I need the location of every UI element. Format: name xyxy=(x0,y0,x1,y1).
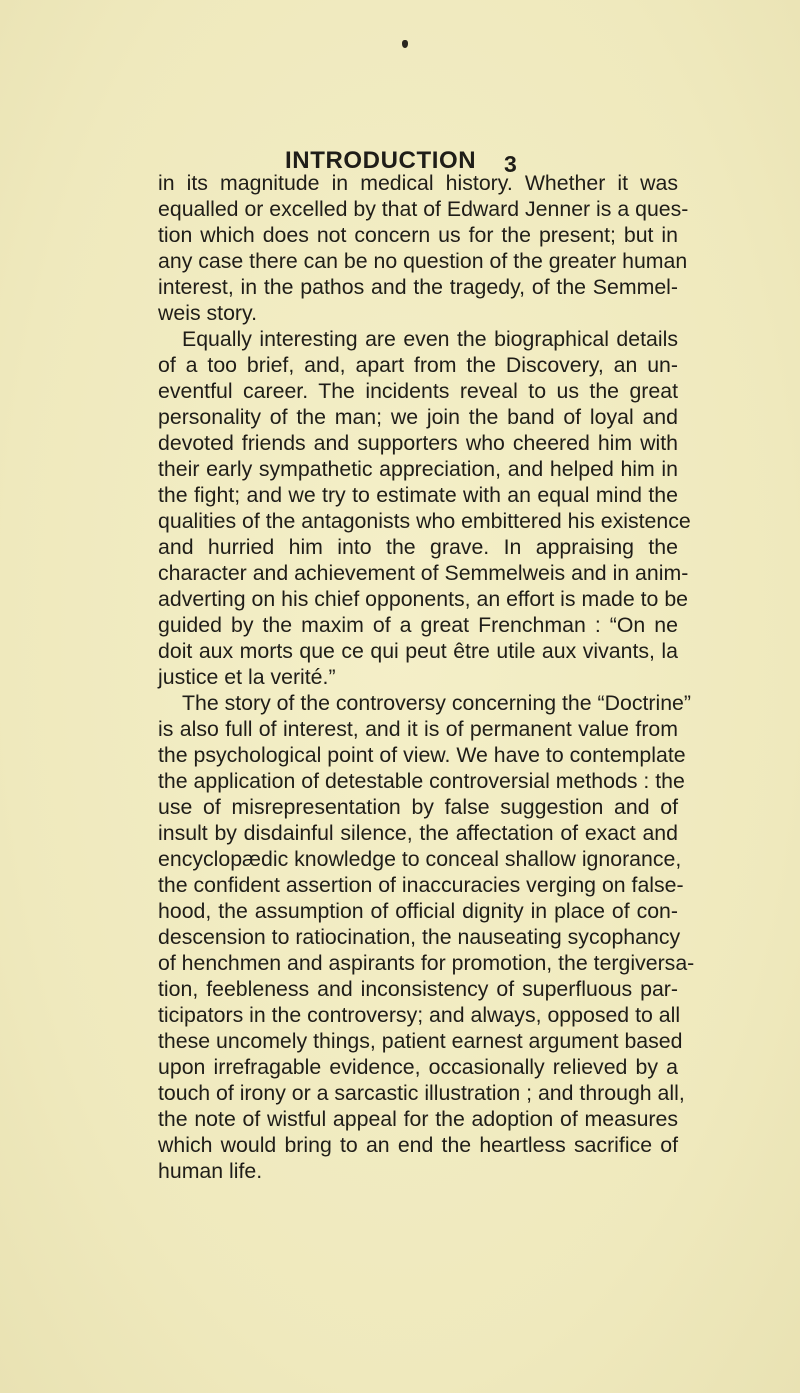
page-number: 3 xyxy=(504,151,517,177)
text-line: weis story. xyxy=(158,301,258,325)
text-line: tion, feebleness and inconsistency of superfluous par- xyxy=(158,977,678,1001)
text-line: personality of the man; we join the band of loyal and xyxy=(158,405,678,429)
text-line: qualities of the antagonists who embittered his existence xyxy=(158,509,691,533)
text-line: which would bring to an end the heartless sacrifice of xyxy=(158,1133,678,1157)
text-line: equalled or excelled by that of Edward Jenner is a ques- xyxy=(158,197,689,221)
text-line: encyclopædic knowledge to conceal shallow ignorance, xyxy=(158,847,682,871)
text-line: The story of the controversy concerning the “Doctrine” xyxy=(182,691,691,715)
text-line: and hurried him into the grave. In appraising the xyxy=(158,535,678,559)
text-line: interest, in the pathos and the tragedy, of the Semmel- xyxy=(158,275,678,299)
text-line: of henchmen and aspirants for promotion, the tergiversa- xyxy=(158,951,695,975)
text-line: the confident assertion of inaccuracies verging on false- xyxy=(158,873,684,897)
text-line: use of misrepresentation by false suggestion and of xyxy=(158,795,678,819)
text-line: character and achievement of Semmelweis and in anim- xyxy=(158,561,689,585)
text-line: of a too brief, and, apart from the Discovery, an un- xyxy=(158,353,678,377)
text-line: Equally interesting are even the biographical details xyxy=(182,327,678,351)
text-line: these uncomely things, patient earnest argument based xyxy=(158,1029,683,1053)
text-line: in its magnitude in medical history. Whether it was xyxy=(158,171,678,195)
text-line: doit aux morts que ce qui peut être utile aux vivants, la xyxy=(158,639,678,663)
text-line: human life. xyxy=(158,1159,263,1183)
text-line: the application of detestable controversial methods : the xyxy=(158,769,685,793)
text-line: is also full of interest, and it is of permanent value from xyxy=(158,717,678,741)
text-line: justice et la verité.” xyxy=(158,665,336,689)
text-line: insult by disdainful silence, the affectation of exact and xyxy=(158,821,678,845)
text-line: descension to ratiocination, the nauseating sycophancy xyxy=(158,925,681,949)
text-line: the note of wistful appeal for the adoption of measures xyxy=(158,1107,678,1131)
text-line: guided by the maxim of a great Frenchman : “On ne xyxy=(158,613,678,637)
text-line: any case there can be no question of the greater human xyxy=(158,249,688,273)
text-line: hood, the assumption of official dignity in place of con- xyxy=(158,899,678,923)
text-line: adverting on his chief opponents, an effort is made to be xyxy=(158,587,689,611)
text-line: the fight; and we try to estimate with an equal mind the xyxy=(158,483,678,507)
text-line: devoted friends and supporters who cheered him with xyxy=(158,431,678,455)
text-line: touch of irony or a sarcastic illustration ; and through all, xyxy=(158,1081,685,1105)
text-line: the psychological point of view. We have to contemplate xyxy=(158,743,686,767)
running-head: INTRODUCTION xyxy=(285,147,477,174)
text-line: ticipators in the controversy; and always, opposed to all xyxy=(158,1003,681,1027)
text-line: their early sympathetic appreciation, and helped him in xyxy=(158,457,678,481)
text-line: upon irrefragable evidence, occasionally relieved by a xyxy=(158,1055,678,1079)
text-line: eventful career. The incidents reveal to us the great xyxy=(158,379,678,403)
ink-mark xyxy=(402,40,408,48)
text-line: tion which does not concern us for the present; but in xyxy=(158,223,678,247)
